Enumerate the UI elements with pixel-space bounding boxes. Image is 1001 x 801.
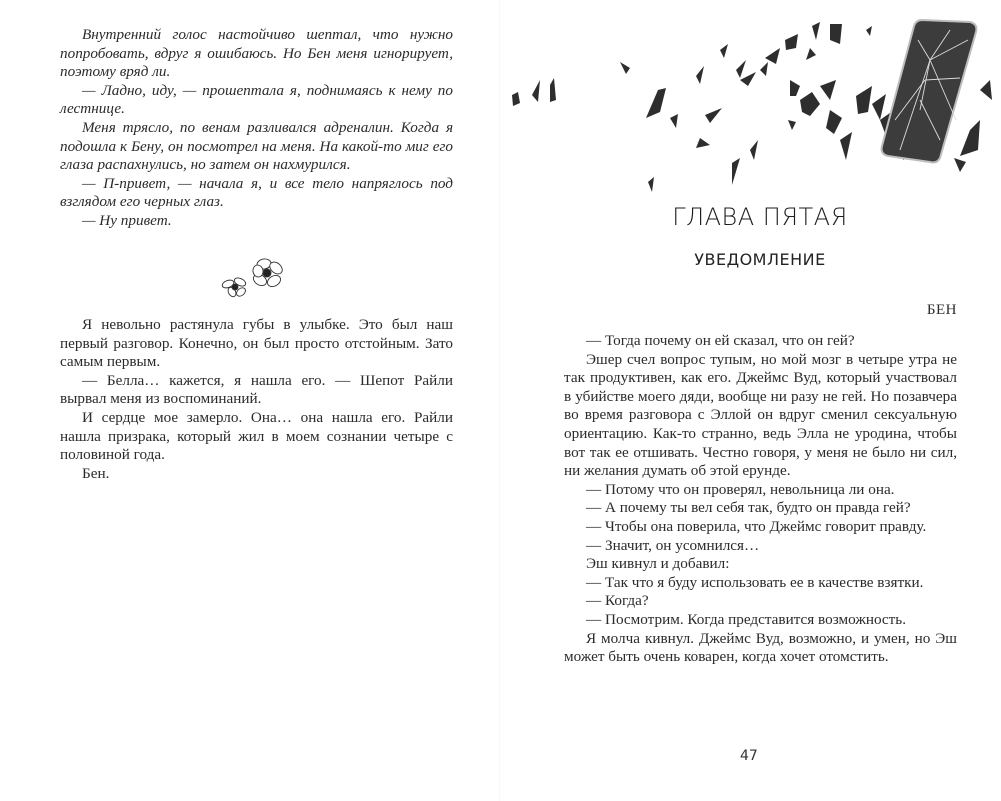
- paragraph: — Тогда почему он ей сказал, что он гей?: [586, 332, 855, 349]
- paragraph: — Потому что он проверял, невольница ли она.: [586, 480, 895, 498]
- italic-flashback-block: [60, 26, 453, 231]
- chapter-title: ГЛАВА ПЯТАЯ: [672, 203, 848, 231]
- paragraph: Я невольно растянула губы в улыбке. Это был наш первый разговор. Конечно, он был просто отстойным. Зато самым первым.: [60, 316, 453, 371]
- paragraph: — Чтобы она поверила, что Джеймс говорит правду.: [586, 517, 927, 535]
- paragraph: — П-привет, — начала я, и все тело напряглось под взглядом его черных глаз.: [60, 174, 453, 211]
- paragraph: Эшер счел вопрос тупым, но мой мозг в четыре утра не так продуктивен, как его. Джеймс Вуд, который участвовал в убийстве моего дяди, вообще ни разу не гей. Но позавчера во время разговора с Эллой он вдруг сменил сексуальную ориентацию. Как-то странно, ведь Элла не уродина, чтобы вот так ее отшивать. Честно говоря, у меня не было ни сил, ни желания думать об этой ерунде.: [564, 350, 957, 480]
- broken-phone-illustration-icon: [500, 0, 1001, 200]
- paragraph: Я молча кивнул. Джеймс Вуд, возможно, и умен, но Эш может быть очень коварен, когда хочет отомстить.: [564, 629, 957, 666]
- paragraph: И сердце мое замерло. Она… она нашла его. Райли нашла призрака, который жил в моем сознании четыре с половиной года.: [60, 408, 453, 464]
- paragraph: — Ладно, иду, — прошептала я, поднимаясь к нему по лестнице.: [60, 81, 453, 118]
- chapter-subtitle: УВЕДОМЛЕНИЕ: [694, 250, 826, 269]
- paragraph: Внутренний голос настойчиво шептал, что нужно попробовать, вдруг я ошибаюсь. Но Бен меня игнорирует, поэтому вряд ли.: [60, 26, 453, 81]
- pov-character-label: БЕН: [926, 302, 957, 318]
- paragraph: Бен.: [82, 464, 110, 482]
- paragraph: — Значит, он усомнился…: [586, 536, 760, 554]
- body-text-block: [60, 316, 453, 483]
- paragraph: — Когда?: [586, 592, 649, 610]
- paragraph: — Белла… кажется, я нашла его. — Шепот Райли вырвал меня из воспоминаний.: [60, 371, 453, 408]
- chapter-body-text: [564, 332, 957, 667]
- paragraph: — Посмотрим. Когда представится возможность.: [586, 610, 907, 628]
- paragraph: Меня трясло, по венам разливался адреналин. Когда я подошла к Бену, он посмотрел на меня. На какой-то миг его глаза распахнулись, но затем он нахмурился.: [60, 118, 453, 174]
- paragraph: — А почему ты вел себя так, будто он правда гей?: [586, 499, 911, 517]
- page-number: 47: [740, 748, 758, 764]
- paragraph: — Ну привет.: [82, 211, 172, 229]
- flowers-ornament-icon: [214, 252, 294, 302]
- paragraph: Эш кивнул и добавил:: [586, 555, 730, 573]
- paragraph: — Так что я буду использовать ее в качестве взятки.: [586, 573, 924, 591]
